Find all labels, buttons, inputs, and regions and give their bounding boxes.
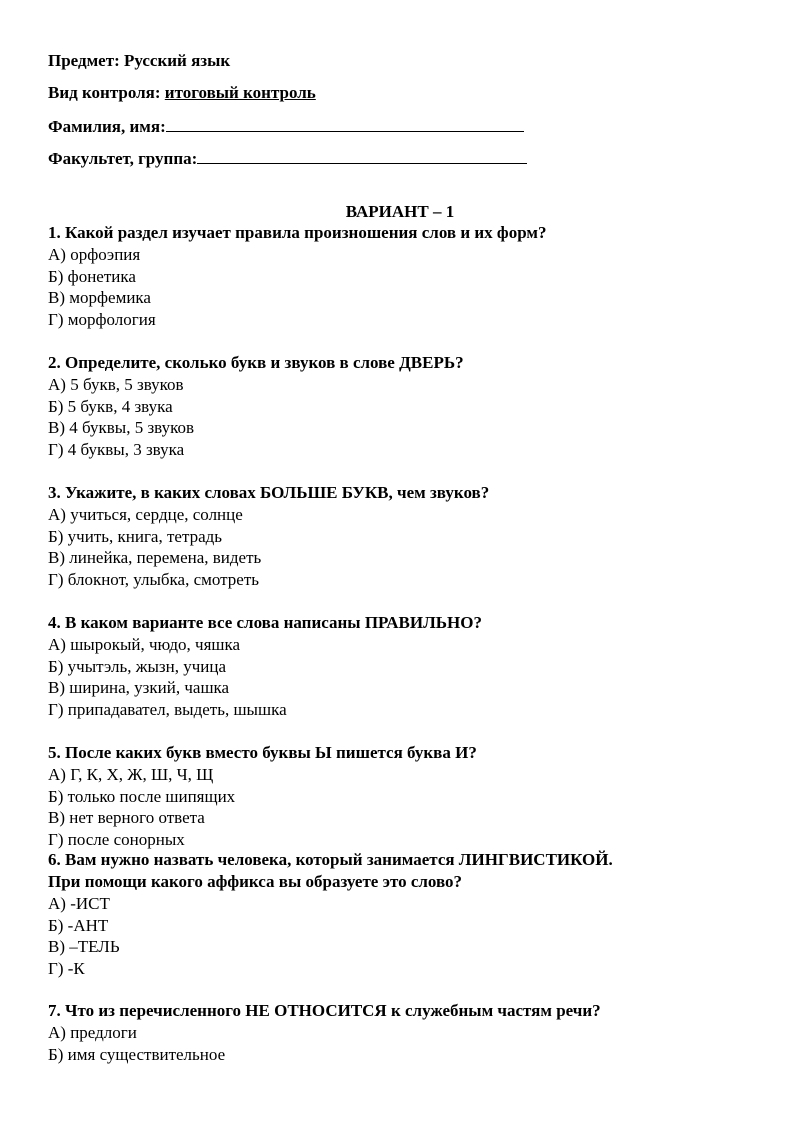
question-5 (48, 742, 752, 851)
control-label: Вид контроля: (48, 83, 161, 102)
answer-option: В) –ТЕЛЬ (48, 937, 120, 957)
question-text: 3. Укажите, в каких словах БОЛЬШЕ БУКВ, чем звуков? (48, 483, 490, 502)
question-2 (48, 352, 752, 461)
answer-option: В) 4 буквы, 5 звуков (48, 418, 195, 438)
answer-option: Б) 5 букв, 4 звука (48, 396, 173, 416)
answer-option: Б) -АНТ (48, 915, 109, 935)
question-4 (48, 612, 752, 721)
answer-option: А) учиться, сердце, солнце (48, 505, 243, 524)
question-text: 4. В каком варианте все слова написаны ПРАВИЛЬНО? (48, 613, 482, 632)
control-type-line (48, 83, 316, 103)
answer-option: Г) морфология (48, 310, 156, 330)
answer-option: Б) только после шипящих (48, 786, 236, 806)
answer-option: Б) фонетика (48, 266, 136, 286)
question-7 (48, 1000, 752, 1065)
answer-option: А) шырокый, чюдо, чяшка (48, 635, 241, 654)
subject-label: Предмет: (48, 51, 120, 70)
question-text: 7. Что из перечисленного НЕ ОТНОСИТСЯ к служебным частям речи? (48, 1001, 601, 1020)
faculty-blank-field[interactable] (197, 148, 527, 164)
question-text: 1. Какой раздел изучает правила произношения слов и их форм? (48, 223, 547, 242)
name-blank-field[interactable] (166, 116, 524, 132)
answer-option: В) нет верного ответа (48, 808, 205, 828)
question-text-line-2: При помощи какого аффикса вы образуете это слово? (48, 872, 463, 891)
question-1 (48, 222, 752, 331)
answer-option: Г) 4 буквы, 3 звука (48, 440, 185, 460)
control-value: итоговый контроль (164, 83, 316, 102)
name-label: Фамилия, имя: (48, 117, 166, 136)
name-line (48, 116, 524, 137)
answer-option: А) -ИСТ (48, 894, 110, 913)
answer-option: Б) учить, книга, тетрадь (48, 526, 223, 546)
answer-option: А) 5 букв, 5 звуков (48, 375, 184, 394)
question-6 (48, 849, 752, 980)
faculty-line (48, 148, 527, 169)
answer-option: Г) блокнот, улыбка, смотреть (48, 570, 260, 590)
answer-option: Б) учытэль, жызн, учица (48, 656, 226, 676)
question-text: 5. После каких букв вместо буквы Ы пишется буква И? (48, 743, 477, 762)
answer-option: В) линейка, перемена, видеть (48, 548, 262, 568)
answer-option: А) орфоэпия (48, 245, 141, 264)
answer-option: В) морфемика (48, 288, 151, 308)
faculty-label: Факультет, группа: (48, 149, 198, 168)
answer-option: Б) имя существительное (48, 1044, 226, 1064)
subject-line (48, 51, 230, 71)
answer-option: Г) -К (48, 959, 85, 979)
answer-option: В) ширина, узкий, чашка (48, 678, 230, 698)
answer-option: Г) припадавател, выдеть, шышка (48, 700, 287, 720)
variant-title: ВАРИАНТ – 1 (345, 202, 455, 221)
question-3 (48, 482, 752, 591)
question-text-line-1: 6. Вам нужно назвать человека, который занимается ЛИНГВИСТИКОЙ. (48, 850, 613, 869)
question-text: 2. Определите, сколько букв и звуков в слове ДВЕРЬ? (48, 353, 464, 372)
answer-option: Г) после сонорных (48, 830, 185, 850)
answer-option: А) предлоги (48, 1023, 137, 1042)
answer-option: А) Г, К, Х, Ж, Ш, Ч, Щ (48, 765, 214, 784)
subject-value: Русский язык (124, 51, 231, 70)
